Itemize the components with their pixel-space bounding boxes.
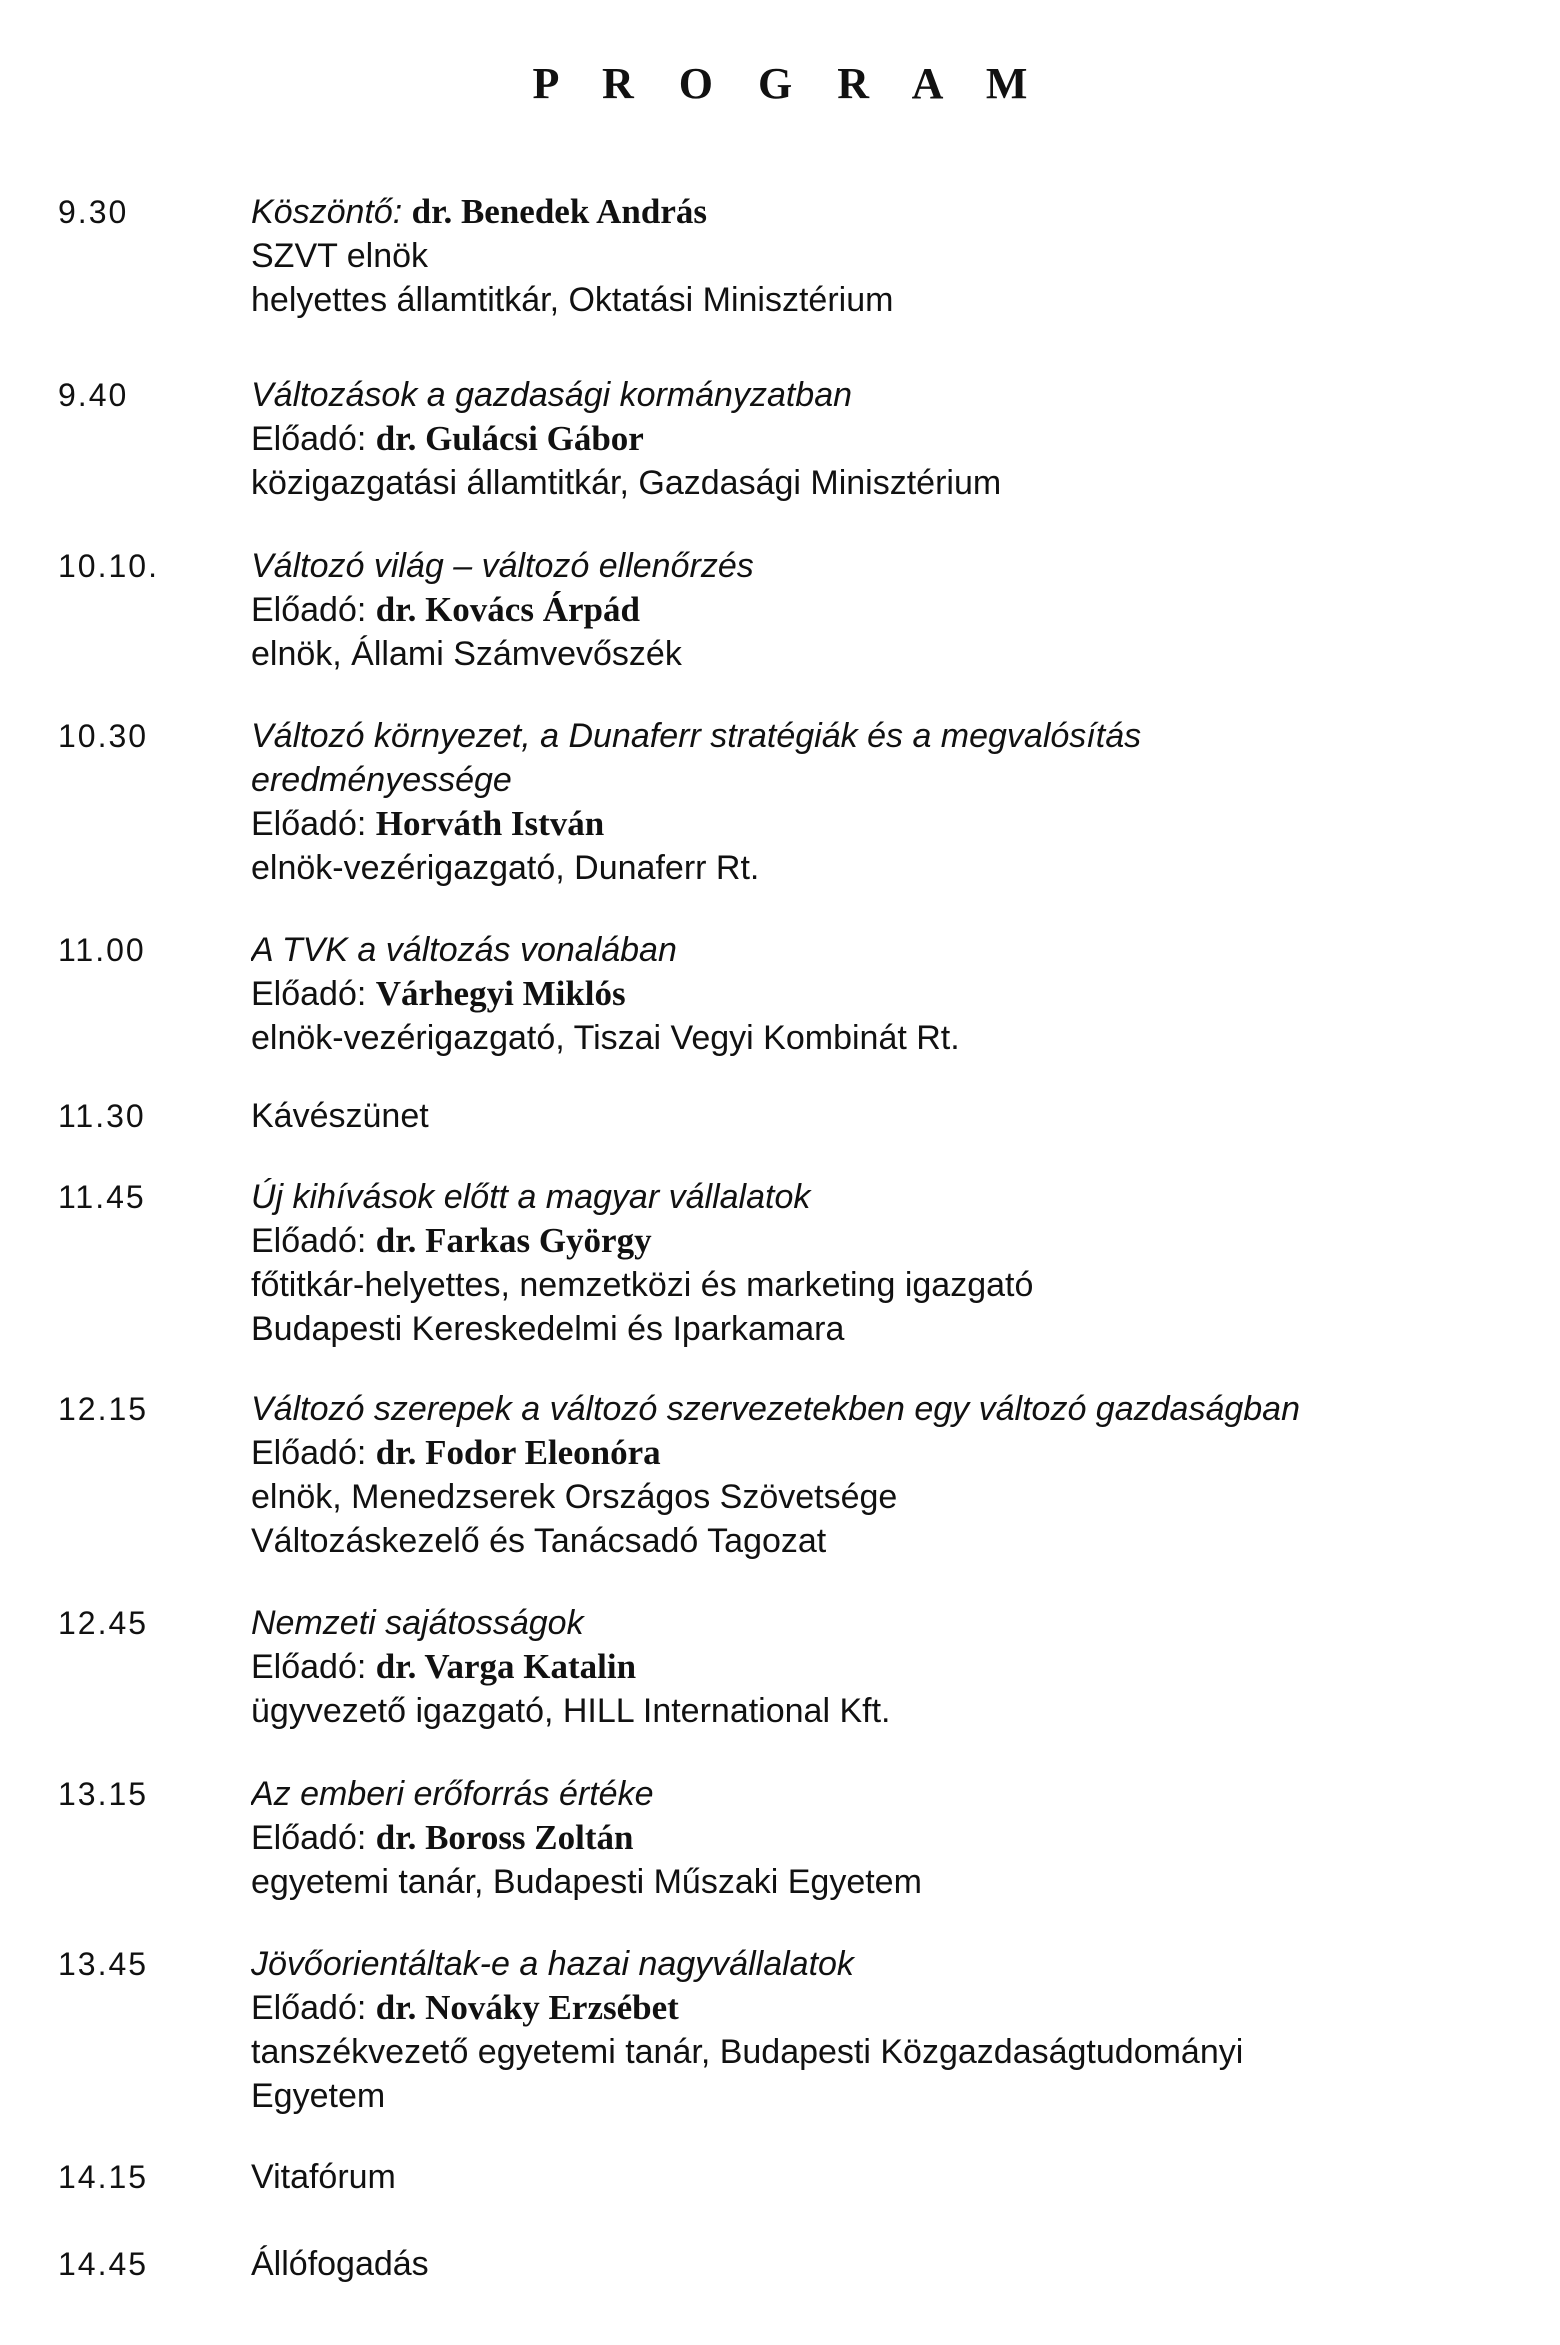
speaker-name: dr. Farkas György [375,1221,652,1260]
speaker-label: Előadó: [251,1819,367,1857]
agenda-topic: Változó szerepek a változó szervezetekben egy változó gazdaságban [251,1390,1300,1428]
speaker-label: Előadó: [251,975,367,1013]
agenda-content [251,190,1560,322]
affiliation-line: elnök-vezérigazgató, Tiszai Vegyi Kombinát Rt. [251,1019,960,1057]
agenda-time: 11.00 [58,932,146,968]
speaker-name: dr. Gulácsi Gábor [375,419,644,458]
speaker-label: Előadó: [251,1222,367,1260]
speaker-name: dr. Fodor Eleonóra [375,1433,661,1472]
speaker-line [251,417,1560,461]
agenda-time: 13.45 [58,1946,149,1982]
speaker-line [251,588,1560,632]
agenda-topic: Az emberi erőforrás értéke [251,1775,654,1813]
speaker-label: Előadó: [251,805,367,843]
agenda-time: 14.15 [58,2159,149,2195]
agenda-time: 11.30 [58,1098,146,1134]
topic-line [251,190,1560,234]
agenda-time: 9.30 [58,194,129,230]
speaker-name: dr. Nováky Erzsébet [375,1988,679,2027]
speaker-line [251,1816,1560,1860]
agenda-topic: Nemzeti sajátosságok [251,1604,584,1642]
speaker-name: Várhegyi Miklós [375,974,626,1013]
agenda-content [251,544,1560,676]
speaker-line [251,972,1560,1016]
agenda-time: 12.45 [58,1605,149,1641]
agenda-topic: Jövőorientáltak-e a hazai nagyvállalatok [251,1945,854,1983]
agenda-content [251,714,1560,890]
affiliation-line: elnök, Menedzserek Országos Szövetsége [251,1478,898,1516]
agenda-content [251,2242,1560,2286]
affiliation-line: Egyetem [251,2077,386,2115]
agenda-plain-entry: Kávészünet [251,1097,429,1135]
speaker-name: dr. Kovács Árpád [375,590,640,629]
speaker-name: dr. Varga Katalin [375,1647,637,1686]
agenda-time: 10.30 [58,718,149,754]
speaker-name: dr. Benedek András [411,192,707,231]
agenda-content [251,1942,1560,2118]
agenda-content [251,1387,1560,1563]
speaker-line [251,1645,1560,1689]
agenda-time: 13.15 [58,1776,149,1812]
agenda-time: 9.40 [58,377,129,413]
agenda-plain-entry: Állófogadás [251,2245,429,2283]
agenda-time: 11.45 [58,1179,146,1215]
affiliation-line: egyetemi tanár, Budapesti Műszaki Egyetem [251,1863,922,1901]
speaker-name: Horváth István [375,804,605,843]
affiliation-line: SZVT elnök [251,237,429,275]
agenda-topic-continued: eredményessége [251,761,512,799]
affiliation-line: Budapesti Kereskedelmi és Iparkamara [251,1310,845,1348]
agenda-time: 10.10. [58,548,159,584]
agenda-content [251,928,1560,1060]
speaker-label: Előadó: [251,420,367,458]
affiliation-line: elnök, Állami Számvevőszék [251,635,682,673]
agenda-content [251,1094,1560,1138]
agenda-plain-entry: Vitafórum [251,2158,396,2196]
speaker-label: Előadó: [251,1989,367,2027]
agenda-topic: A TVK a változás vonalában [251,931,677,969]
page-title: P R O G R A M [532,59,1045,108]
agenda-content [251,1772,1560,1904]
speaker-line [251,1431,1560,1475]
agenda-content [251,2155,1560,2199]
agenda-topic: Új kihívások előtt a magyar vállalatok [251,1178,811,1216]
agenda-time: 14.45 [58,2246,149,2282]
agenda-topic: Köszöntő: [251,193,403,231]
speaker-line [251,1986,1560,2030]
speaker-label: Előadó: [251,1648,367,1686]
affiliation-line: Változáskezelő és Tanácsadó Tagozat [251,1522,827,1560]
agenda-topic: Változások a gazdasági kormányzatban [251,376,853,414]
speaker-label: Előadó: [251,591,367,629]
agenda-content [251,373,1560,505]
agenda-content [251,1601,1560,1733]
speaker-line [251,802,1560,846]
speaker-label: Előadó: [251,1434,367,1472]
affiliation-line: főtitkár-helyettes, nemzetközi és marketing igazgató [251,1266,1034,1304]
agenda-topic: Változó környezet, a Dunaferr stratégiák és a megvalósítás [251,717,1142,755]
agenda-content [251,1175,1560,1351]
agenda-topic: Változó világ – változó ellenőrzés [251,547,754,585]
affiliation-line: helyettes államtitkár, Oktatási Minisztérium [251,281,894,319]
affiliation-line: tanszékvezető egyetemi tanár, Budapesti Közgazdaságtudományi [251,2033,1244,2071]
speaker-name: dr. Boross Zoltán [375,1818,634,1857]
affiliation-line: ügyvezető igazgató, HILL International Kft. [251,1692,891,1730]
affiliation-line: elnök-vezérigazgató, Dunaferr Rt. [251,849,760,887]
affiliation-line: közigazgatási államtitkár, Gazdasági Minisztérium [251,464,1002,502]
agenda-time: 12.15 [58,1391,149,1427]
speaker-line [251,1219,1560,1263]
